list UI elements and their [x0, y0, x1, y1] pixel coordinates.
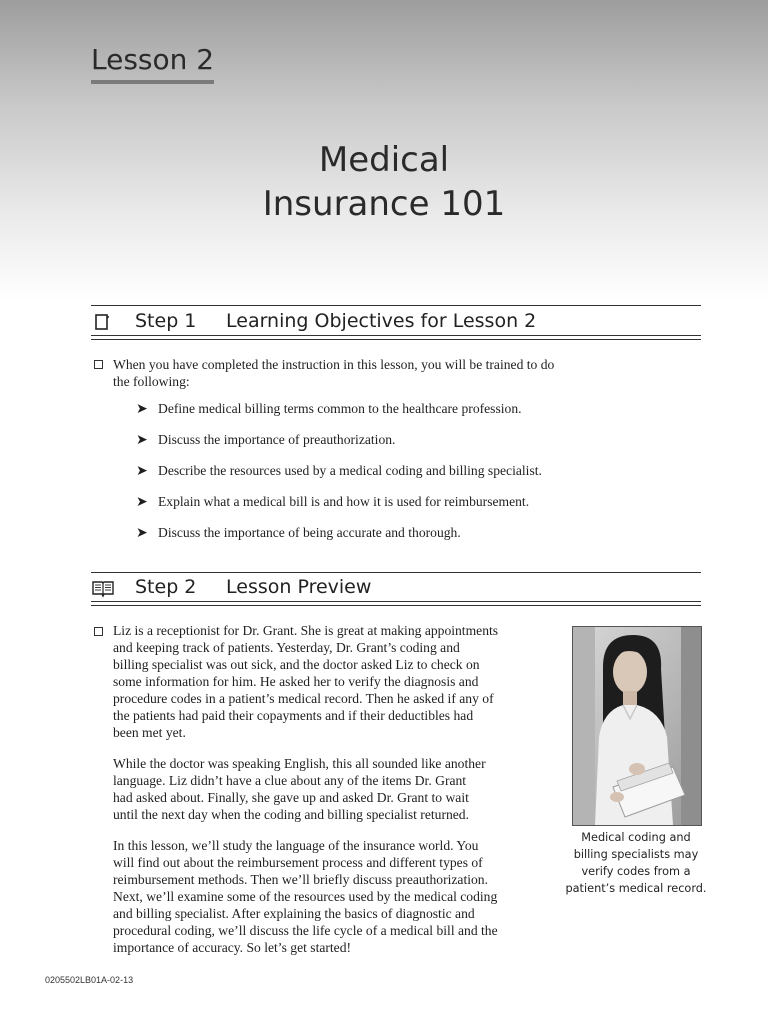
- paragraph-line: language. Liz didn’t have a clue about any of the items Dr. Grant: [113, 773, 467, 788]
- bullet-box-icon: [94, 627, 103, 636]
- paragraph-line: procedural coding, we’ll discuss the life cycle of a medical bill and the: [113, 923, 498, 938]
- objective-text: Discuss the importance of preauthorization.: [158, 432, 396, 447]
- step1-intro-line-2: the following:: [113, 374, 190, 389]
- lesson-label: Lesson 2: [91, 42, 214, 84]
- paragraph-line: will find out about the reimbursement process and different types of: [113, 855, 483, 870]
- arrow-bullet-icon: ➤: [136, 463, 148, 479]
- step2-top-rule: [91, 572, 701, 573]
- objective-text: Define medical billing terms common to the healthcare profession.: [158, 401, 522, 416]
- step2-header: [91, 574, 701, 604]
- caption-line: billing specialists may: [573, 848, 699, 861]
- caption-line: Medical coding and: [581, 831, 691, 844]
- receptionist-photo: [572, 626, 702, 826]
- paragraph-line: the patients had paid their copayments and if their deductibles had: [113, 708, 474, 723]
- lesson-title-line-1: Medical: [318, 140, 450, 180]
- footer-document-code: 0205502LB01A-02-13: [45, 975, 134, 985]
- paragraph-line: importance of accuracy. So let’s get started!: [113, 940, 352, 955]
- objective-text: Describe the resources used by a medical coding and billing specialist.: [158, 463, 542, 478]
- caption-line: verify codes from a: [581, 865, 691, 878]
- caption-line: patient’s medical record.: [565, 882, 707, 895]
- paragraph-line: some information for him. He asked her to verify the diagnosis and: [113, 674, 479, 689]
- paragraph-line: Liz is a receptionist for Dr. Grant. She is great at making appointments: [113, 623, 499, 638]
- paragraph-line: until the next day when the coding and billing specialist returned.: [113, 807, 469, 822]
- step1-top-rule: [91, 305, 701, 306]
- step2-bottom-rule: [91, 601, 701, 606]
- bullet-box-icon: [94, 360, 103, 369]
- preview-paragraph-2: [113, 755, 486, 823]
- paragraph-line: billing specialist was out sick, and the doctor asked Liz to check on: [113, 657, 480, 672]
- paragraph-line: procedure codes in a patient’s medical record. Then he asked if any of: [113, 691, 494, 706]
- paragraph-line: been met yet.: [113, 725, 186, 740]
- step1-intro: [113, 356, 554, 390]
- open-book-icon: [91, 577, 115, 599]
- preview-paragraph-1: [113, 622, 498, 741]
- step1-number: Step 1: [135, 310, 197, 332]
- step1-intro-line-1: When you have completed the instruction in this lesson, you will be trained to do: [113, 357, 555, 372]
- arrow-bullet-icon: ➤: [136, 494, 148, 510]
- paragraph-line: Next, we’ll examine some of the resources used by the medical coding: [113, 889, 498, 904]
- step2-title: Lesson Preview: [226, 576, 372, 598]
- preview-paragraph-3: [113, 837, 498, 956]
- step1-header: [91, 308, 701, 338]
- arrow-bullet-icon: ➤: [136, 432, 148, 448]
- photo-caption: [562, 829, 710, 897]
- arrow-bullet-icon: ➤: [136, 525, 148, 541]
- lesson-title-line-2: Insurance 101: [262, 184, 506, 224]
- paragraph-line: While the doctor was speaking English, this all sounded like another: [113, 756, 486, 771]
- checkbox-icon: [91, 311, 115, 333]
- paragraph-line: and keeping track of patients. Yesterday, Dr. Grant’s coding and: [113, 640, 460, 655]
- step1-title: Learning Objectives for Lesson 2: [226, 310, 537, 332]
- paragraph-line: and billing specialist. After explaining the basics of diagnostic and: [113, 906, 475, 921]
- arrow-bullet-icon: ➤: [136, 401, 148, 417]
- paragraph-line: reimbursement methods. Then we’ll briefly discuss preauthorization.: [113, 872, 488, 887]
- objective-text: Discuss the importance of being accurate and thorough.: [158, 525, 461, 540]
- step1-bottom-rule: [91, 335, 701, 340]
- objective-text: Explain what a medical bill is and how it is used for reimbursement.: [158, 494, 530, 509]
- photo-illustration: [573, 627, 701, 825]
- paragraph-line: had asked about. Finally, she gave up and asked Dr. Grant to wait: [113, 790, 469, 805]
- step2-number: Step 2: [135, 576, 197, 598]
- paragraph-line: In this lesson, we’ll study the language of the insurance world. You: [113, 838, 479, 853]
